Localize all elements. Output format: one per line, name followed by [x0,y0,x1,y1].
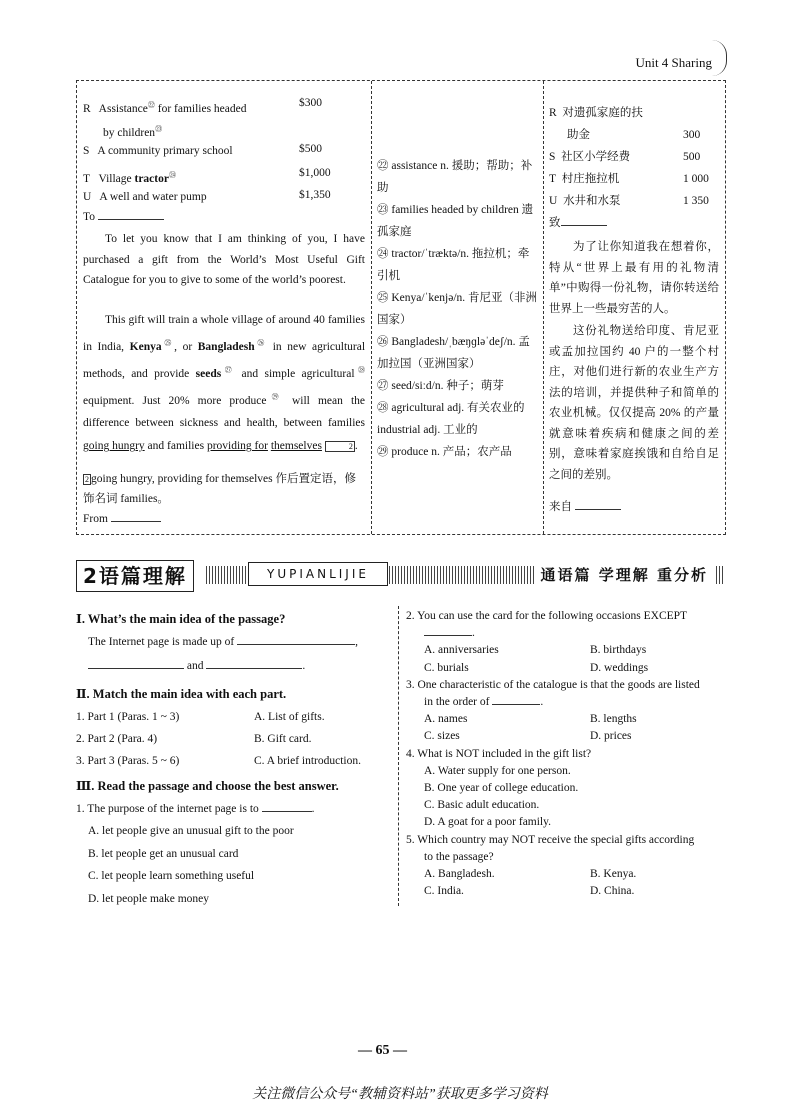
footer-note: 关注微信公众号“教辅资料站”获取更多学习资料 [252,1087,548,1102]
cn-amount: 500 [683,151,701,163]
section-1-line-2: and . [76,654,394,678]
footnote-ref: ㉓ [155,125,163,133]
item-text: by children [103,126,156,139]
cn-item-r: R 对遗孤家庭的扶 [549,107,643,119]
seeds-word: seeds [195,367,222,380]
option[interactable]: C. Basic adult education. [424,799,540,812]
item-code: S [83,145,90,157]
footnote-ref: ㉔ [168,171,176,179]
option[interactable]: C. sizes [424,730,460,743]
gift-item-u [83,189,207,205]
kenya-word: Kenya [129,340,162,353]
item-text-rest: for families headed [154,102,247,115]
match-row: 2. Part 2 (Para. 4) B. Gift card. [76,733,312,745]
cn-item-s: S 社区小学经费 [549,151,631,163]
cn-amount: 1 000 [683,173,709,185]
cn-amount: 300 [683,129,701,141]
question-3-line-2: in the order of . [424,695,544,708]
question-2-blank-line: . [406,625,730,642]
vocab-column [371,81,544,534]
vocab-item: ㉔ tractor/ˈtræktə/n. 拖拉机；牵引机 [377,248,530,282]
vocab-item: ㉗ seed/siːd/n. 种子；萌芽 [377,380,504,392]
match-row: 1. Part 1 (Paras. 1 ~ 3) A. List of gifts. [76,711,325,723]
option[interactable]: D. prices [590,730,632,743]
underlined-providing-for: providing for [206,440,268,453]
note-box: 2 [325,441,355,452]
from-line [83,511,161,527]
vocab-item: ㉖ Bangladesh/ˌbæŋɡləˈdeʃ/n. 孟加拉国（亚洲国家） [377,336,530,370]
section-1-line-1: The Internet page is made up of , [88,636,358,648]
section-1-heading: Ⅰ. What’s the main idea of the passage? [76,612,286,626]
banner-slogan: 通语篇 学理解 重分析 [535,560,714,590]
item-text: Assistance [98,102,148,115]
option[interactable]: A. let people give an unusual gift to the poor [88,825,294,837]
underlined-themselves: themselves [270,440,322,453]
bangladesh-word: Bangladesh [197,340,255,353]
to-line [83,209,164,225]
footnote-ref: ㉒ [147,101,155,109]
section-2-heading: Ⅱ. Match the main idea with each part. [76,687,287,701]
question-3: 3. One characteristic of the catalogue is that the goods are listed [406,678,700,691]
to-label: To [83,211,95,223]
gift-item-r [83,97,247,117]
item-text: A well and water pump [99,191,207,203]
column-divider [398,606,399,906]
underlined-going-hungry: going hungry [83,440,145,453]
banner-pinyin: YUPIANLIJIE [248,562,388,586]
answer-blank[interactable] [492,704,540,705]
vocab-item: ㉒ assistance n. 援助；帮助；补助 [377,160,533,194]
card-paragraph-2: This gift will train a whole village of around 40 families in India, Kenya$^㉕$, or Bangladesh$^㉖$ in new agricultural methods, and provide seeds$^㉗$ and simple agricultural$^㉘$ equipment. Just 20% more produce$^㉙$ will mean the difference between sickness and health, between families going hungry and families providing for themselves 2 . [83,314,366,453]
gift-item-s [83,143,233,159]
question-1: 1. The purpose of the internet page is to . [76,803,315,815]
item-text: Village [98,172,135,185]
question-3-options-2 [406,728,730,745]
option[interactable]: C. burials [424,661,469,674]
from-blank [111,521,161,522]
grammar-note: 2 going hungry, providing for themselves 作后置定语，修饰名词 families。 [83,473,357,505]
question-2-options-2 [406,660,730,677]
vocab-item: ㉕ Kenya/ˈkenjə/n. 肯尼亚（非洲国家） [377,292,538,326]
questions-right [406,608,730,900]
reading-table [76,80,726,535]
item-amount: $500 [299,143,322,155]
item-code: R [83,102,91,115]
option[interactable]: D. let people make money [88,892,210,905]
option[interactable]: B. Kenya. [590,867,637,880]
cn-item-r-cont: 助金 [567,129,590,141]
english-column [77,81,372,534]
answer-blank[interactable] [237,644,355,645]
option[interactable]: B. birthdays [590,644,647,657]
answer-blank[interactable] [88,668,184,669]
banner-title: 2语篇理解 [76,560,194,592]
page-number: — 65 — [358,1043,407,1058]
unit-header: Unit 4 Sharing [635,55,712,70]
option[interactable]: A. names [424,713,468,726]
answer-blank[interactable] [206,668,302,669]
questions-left [76,608,394,910]
vocab-item: ㉙ produce n. 产品；农产品 [377,446,512,458]
gift-item-r-cont [103,121,162,141]
question-5-line-2: to the passage? [424,850,494,863]
option[interactable]: C. India. [424,885,464,898]
cn-amount: 1 350 [683,195,709,207]
gift-item-t [83,167,176,187]
answer-blank[interactable] [262,811,312,812]
question-4: 4. What is NOT included in the gift list? [406,747,592,760]
option[interactable]: A. Water supply for one person. [424,764,571,777]
question-1-options [76,820,394,910]
item-bold: tractor [134,172,169,185]
answer-blank[interactable] [424,635,472,636]
question-2-options-1 [406,642,730,659]
option[interactable]: D. weddings [590,661,649,674]
vocab-item: ㉘ agricultural adj. 有关农业的 industrial adj. 工业的 [377,402,525,436]
option[interactable]: C. let people learn something useful [88,870,255,882]
option[interactable]: A. anniversaries [424,644,499,657]
option[interactable]: D. A goat for a poor family. [424,816,552,829]
item-text: A community primary school [97,145,233,157]
card-paragraph-1: To let you know that I am thinking of you, I have purchased a gift from the World’s Most Useful Gift Catalogue for you to give to some of the world’s poorest. [83,233,365,286]
cn-item-t: T 村庄拖拉机 [549,173,620,185]
vocab-list [377,155,537,463]
question-5-options-1 [406,866,730,883]
question-3-options-1 [406,711,730,728]
cn-paragraph-2: 这份礼物送给印度、肯尼亚或孟加拉国约 40 户的一整个村庄，对他们进行新的农业生产方法的培训，并提供种子和简单的农业机械。仅仅提高 20% 的产量就意味着疾病和健康之间的差别，意味着家庭挨饿和自给自足之间的差别。 [549,325,719,481]
cn-to-line: 致 [549,215,607,231]
chinese-column [543,81,725,534]
question-2: 2. You can use the card for the following occasions EXCEPT [406,610,688,622]
question-5-options-2 [406,883,730,900]
item-amount: $1,000 [299,167,331,179]
question-5: 5. Which country may NOT receive the special gifts according [406,833,695,846]
header-bracket-decoration [712,40,727,76]
option[interactable]: B. One year of college education. [424,781,579,794]
item-amount: $1,350 [299,189,331,201]
note-box: 2 [85,475,89,484]
section-3-heading: Ⅲ. Read the passage and choose the best answer. [76,779,339,793]
section-banner [76,560,724,590]
cn-paragraph-1: 为了让你知道我在想着你，特从“世界上最有用的礼物清单”中购得一份礼物，请你转送给世界上一些最穷苦的人。 [549,241,719,315]
item-code: T [83,172,91,185]
question-4-options [406,763,730,832]
item-code: U [83,191,92,203]
cn-from-line: 来自 [549,499,621,515]
to-blank [98,219,164,220]
option[interactable]: B. lengths [590,713,637,726]
option[interactable]: D. China. [590,885,635,898]
from-label: From [83,513,108,525]
cn-item-u: U 水井和水泵 [549,195,621,207]
item-amount: $300 [299,97,322,109]
option[interactable]: B. let people get an unusual card [88,847,239,860]
option[interactable]: A. Bangladesh. [424,867,495,880]
match-row: 3. Part 3 (Paras. 5 ~ 6) C. A brief introduction. [76,755,362,767]
vocab-item: ㉓ families headed by children 遗孤家庭 [377,204,534,238]
